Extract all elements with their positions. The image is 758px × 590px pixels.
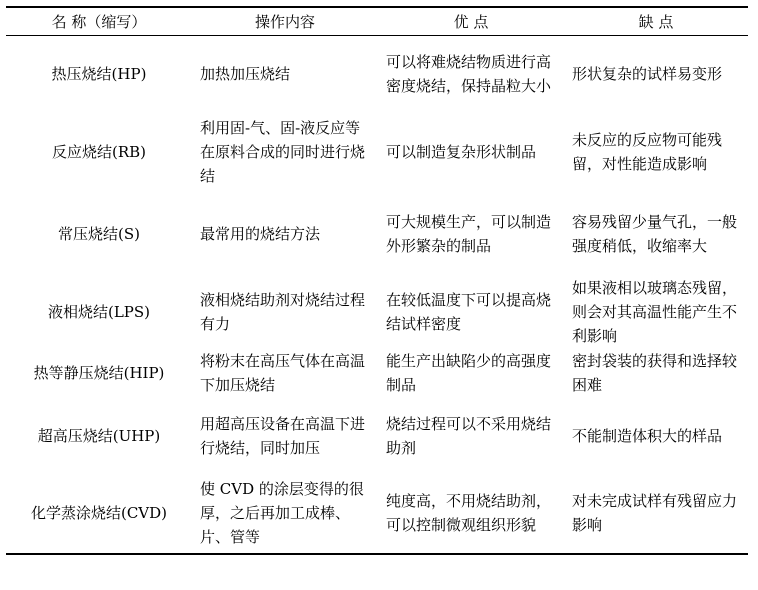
table-row <box>6 474 748 554</box>
table-row <box>6 348 748 398</box>
table-row <box>6 36 748 112</box>
method-disadvantages: 对未完成试样有残留应力影响 <box>572 492 738 534</box>
method-name: 化学蒸涂烧结(CVD) <box>30 504 168 522</box>
header-operation: 操作内容 <box>254 13 315 31</box>
method-advantages: 可以制造复杂形状制品 <box>386 142 537 161</box>
method-advantages: 纯度高，不用烧结助剂，可以控制微观组织形貌 <box>386 492 552 534</box>
method-name: 热等静压烧结(HIP) <box>33 363 165 382</box>
method-advantages: 能生产出缺陷少的高强度制品 <box>386 351 552 394</box>
method-name: 常压烧结(S) <box>58 224 140 243</box>
table-row <box>6 276 748 348</box>
table-row <box>6 112 748 192</box>
method-name: 热压烧结(HP) <box>51 64 147 83</box>
sintering-methods-table <box>6 6 748 555</box>
method-disadvantages: 如果液相以玻璃态残留，则会对其高温性能产生不利影响 <box>572 278 738 345</box>
method-advantages: 可以将难烧结物质进行高密度烧结，保持晶粒大小 <box>386 52 552 95</box>
table-row <box>6 398 748 474</box>
method-disadvantages: 密封袋装的获得和选择较困难 <box>572 351 738 394</box>
method-operation: 使 CVD 的涂层变得的很厚，之后再加工成棒、片、管等 <box>200 480 364 546</box>
method-operation: 将粉末在高压气体在高温下加压烧结 <box>200 351 366 394</box>
header-name: 名 称（缩写） <box>51 13 147 31</box>
header-advantages: 优 点 <box>453 13 489 31</box>
method-name: 超高压烧结(UHP) <box>37 426 161 445</box>
table-row <box>6 192 748 276</box>
method-operation: 用超高压设备在高温下进行烧结，同时加压 <box>200 414 366 457</box>
method-name: 反应烧结(RB) <box>51 142 147 161</box>
method-operation: 加热加压烧结 <box>200 64 291 83</box>
sintering-methods-table-container <box>6 6 748 555</box>
method-disadvantages: 不能制造体积大的样品 <box>572 426 723 445</box>
method-operation: 利用固-气、固-液反应等在原料合成的同时进行烧结 <box>200 118 366 185</box>
method-disadvantages: 未反应的反应物可能残留，对性能造成影响 <box>572 130 723 173</box>
method-disadvantages: 形状复杂的试样易变形 <box>572 64 723 83</box>
method-disadvantages: 容易残留少量气孔，一般强度稍低，收缩率大 <box>572 212 738 255</box>
method-name: 液相烧结(LPS) <box>47 302 151 321</box>
method-operation: 液相烧结助剂对烧结过程有力 <box>200 290 366 333</box>
header-row <box>6 7 748 36</box>
method-advantages: 可大规模生产，可以制造外形繁杂的制品 <box>386 212 552 255</box>
method-operation: 最常用的烧结方法 <box>200 224 321 243</box>
method-advantages: 烧结过程可以不采用烧结助剂 <box>386 414 552 457</box>
table-body <box>6 36 748 554</box>
header-disadvantages: 缺 点 <box>638 13 674 31</box>
method-advantages: 在较低温度下可以提高烧结试样密度 <box>386 290 552 333</box>
table-header <box>6 7 748 36</box>
